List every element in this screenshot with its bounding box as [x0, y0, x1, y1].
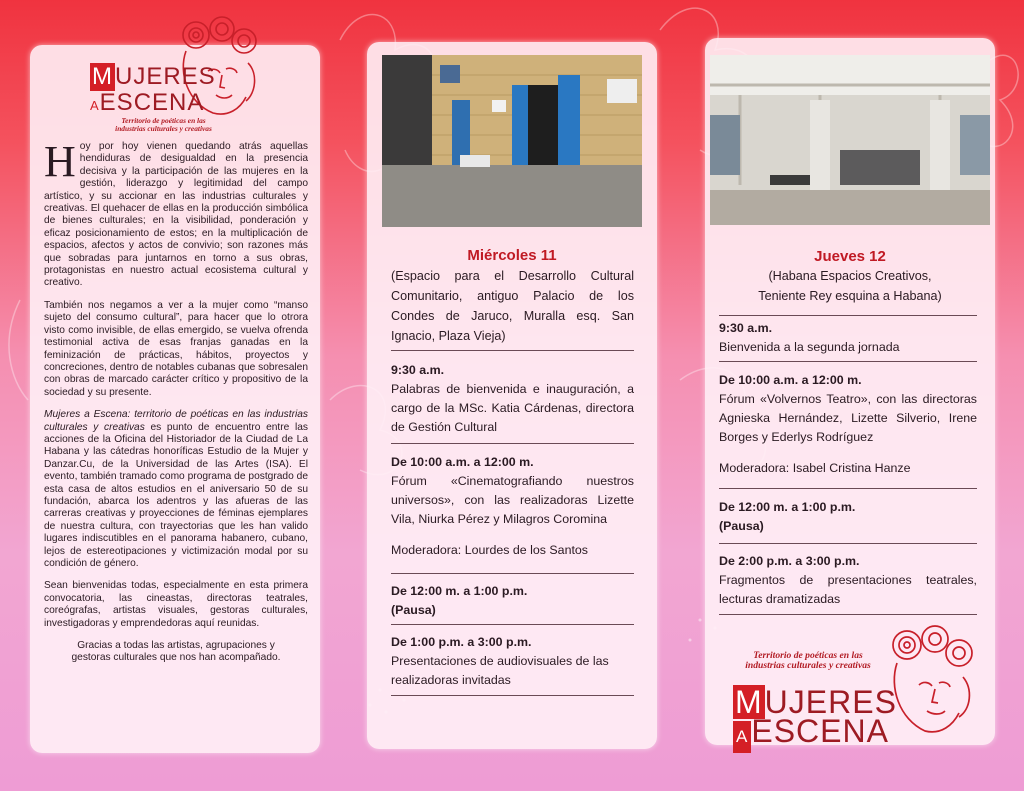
intro-paragraph: oy por hoy vienen quedando atrás aquellas hendiduras de desigualdad en la presencia decisiva y la participación de las mujeres en la gestión, liderazgo y legitimidad del campo artístico, y su accionar en las industrias culturales y creativas. El quehacer de ellas en la producción simbólica de bienes culturales; en la visibilidad, ponderación y eficaz posicionamiento de estos; en la multiplicación de espacios, afectos y actos de convivio; son razones más que sobradas para juntarnos en torno a sus obras, protagonistas en nuestro actual ecosistema cultural y creativo.	[44, 141, 308, 289]
drop-cap: H	[44, 137, 76, 186]
schedule-item-3: De 12:00 m. a 1:00 p.m. (Pausa)	[719, 500, 856, 533]
schedule-item-1: 9:30 a.m. Palabras de bienvenida e inauguración, a cargo de la MSc. Katia Cárdenas, directora de Gestión Cultural	[391, 363, 634, 434]
venue-wednesday: (Espacio para el Desarrollo Cultural Comunitario, antiguo Palacio de los Condes de Jaruco, Muralla esq. San Ignacio, Plaza Vieja)	[391, 269, 634, 343]
day-title-thursday: Jueves 12	[814, 248, 886, 265]
divider	[719, 315, 977, 316]
divider	[391, 573, 634, 574]
right-panel	[705, 38, 995, 749]
paragraph-5: Gracias a todas las artistas, agrupaciones y gestoras culturales que nos han acompañado.	[71, 640, 281, 664]
moderator-thursday: Moderadora: Isabel Cristina Hanze	[719, 461, 911, 475]
schedule-item-2: De 10:00 a.m. a 12:00 m. Fórum «Cinematografiando nuestros universos», con las realizadoras Lizette Vila, Niurka Pérez y Milagros Coromina Moderadora: Lourdes de los Santos	[391, 453, 634, 560]
moderator-wednesday: Moderadora: Lourdes de los Santos	[391, 543, 588, 557]
left-body-text	[44, 137, 308, 675]
schedule-item-4: De 1:00 p.m. a 3:00 p.m. Presentaciones de audiovisuales de las realizadoras invitadas	[391, 635, 609, 687]
venue-thursday: (Habana Espacios Creativos, Teniente Rey esquina a Habana)	[758, 269, 942, 303]
divider	[391, 695, 634, 696]
logo-tagline: Territorio de poéticas en las industrias culturales y creativas	[745, 650, 871, 672]
logo-word-escena: AESCENA	[733, 715, 889, 753]
paragraph-3: Mujeres a Escena: territorio de poéticas en las industrias culturales y creativas es punto de encuentro entre las acciones de la Oficina del Historiador de la Ciudad de La Habana y las cátedras honoríficas Estudio de la Mujer y Danzar.Cu, de la Universidad de las Artes (ISA). El evento, también tramado como programa de postgrado de esta casa de altos estudios en el aniversario 50 de su fundación, abarca los adentros y las afueras de las carreras creativas y proyecciones de féminas ejemplares de nuestra cultura, con trayectorias que les han valido lugares indiscutibles en el panorama habanero, cubano, lejos de estereotipaciones y victimización modal por su condición de género.	[44, 409, 308, 569]
photo-palacio-jaruco	[382, 55, 642, 227]
day-title-wednesday: Miércoles 11	[467, 247, 557, 264]
paragraph-2: También nos negamos a ver a la mujer como “manso sujeto del consumo cultural”, para hacer que lo otrora visto como invisible, de ellas emergido, se vuelva ofrenda testimonial activa de esas franjas ganadas en la feminización de prácticas, hábitos, proyectos y concreciones, dentro de notables cubanas que sobresalen con obras de marcado carácter crítico y propositivo de la sociedad y su presente.	[44, 299, 308, 398]
divider	[719, 488, 977, 489]
photo-habana-espacios-creativos	[710, 55, 990, 225]
paragraph-4: Sean bienvenidas todas, especialmente en esta primera convocatoria, las cineastas, directoras teatrales, coreógrafas, artistas visuales, gestoras culturales, investigadoras y emprendedoras aquí reunidas.	[44, 580, 308, 629]
logo-top	[88, 13, 288, 133]
left-panel	[30, 45, 320, 753]
divider	[391, 350, 634, 351]
divider	[719, 543, 977, 544]
logo-word-mujeres: MUJERES	[735, 684, 897, 720]
middle-panel	[367, 42, 657, 749]
logo-tagline: Territorio de poéticas en las industrias culturales y creativas	[115, 116, 212, 133]
divider	[719, 614, 977, 615]
logo-bottom	[719, 623, 989, 749]
schedule-item-1: 9:30 a.m. Bienvenida a la segunda jornada	[719, 321, 900, 354]
flower-face-illustration	[879, 623, 989, 741]
divider	[719, 361, 977, 362]
logo-word-mujeres: MUJERES	[92, 63, 216, 90]
logo-word-escena: AESCENA	[90, 89, 205, 116]
divider	[391, 624, 634, 625]
schedule-item-2: De 10:00 a.m. a 12:00 m. Fórum «Volvernos Teatro», con las directoras Agnieska Hernández, Lizette Silverio, Irene Borges y Ederlys Rodríguez Moderadora: Isabel Cristina Hanze	[719, 371, 977, 478]
divider	[391, 443, 634, 444]
schedule-item-4: De 2:00 p.m. a 3:00 p.m. Fragmentos de presentaciones teatrales, lecturas dramatizadas	[719, 554, 977, 606]
schedule-item-3: De 12:00 m. a 1:00 p.m. (Pausa)	[391, 584, 528, 617]
